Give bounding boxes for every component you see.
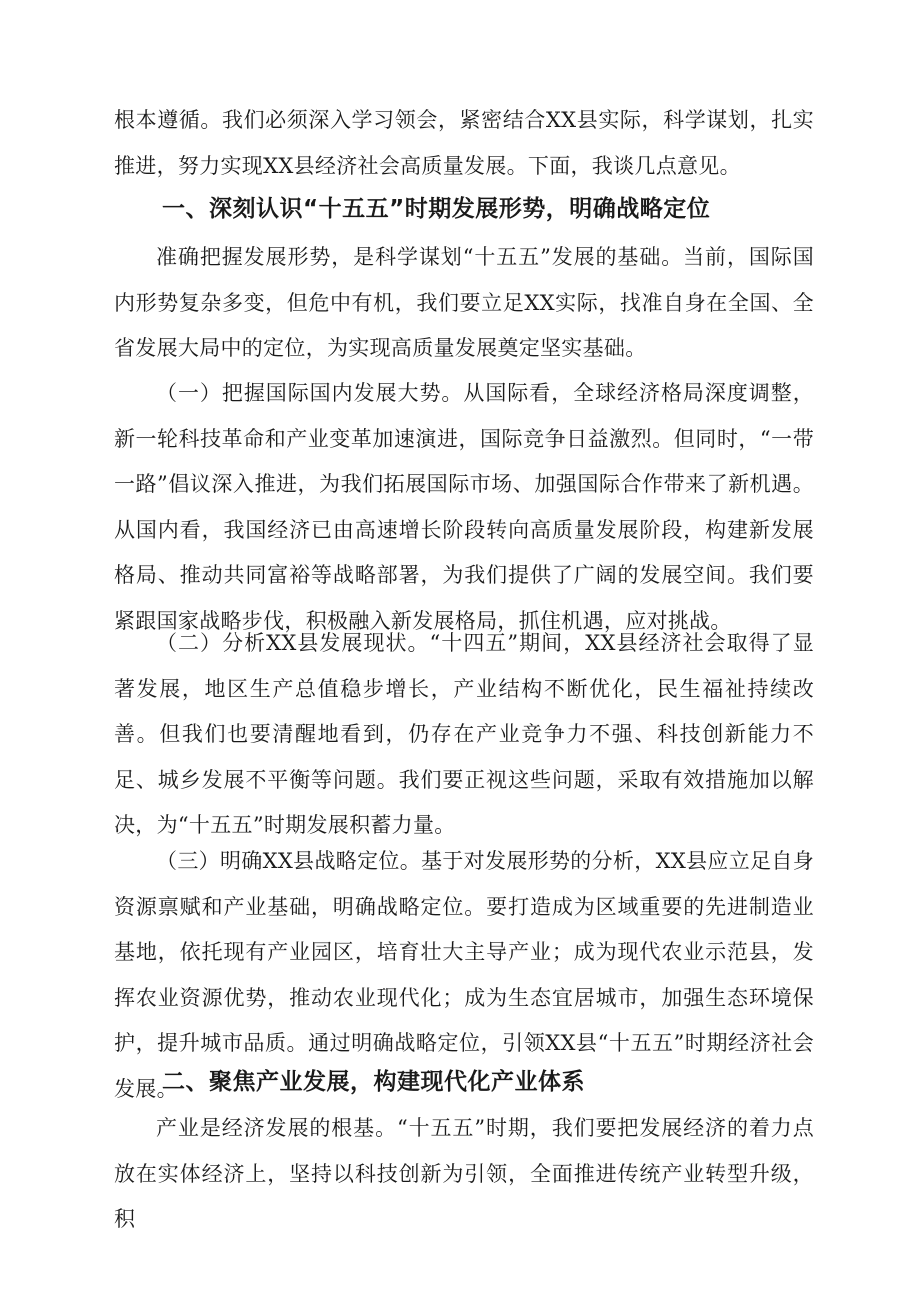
paragraph-text: （二）分析XX县发展现状。“十四五”期间，XX县经济社会取得了显著发展，地区生产总值稳步增长，产业结构不断优化，民生福祉持续改善。但我们也要清醒地看到，仍存在产业竞争力不强、科技创新能力不足、城乡发展不平衡等问题。我们要正视这些问题，采取有效措施加以解决，为“十五五”时期发展积蓄力量。	[114, 631, 814, 837]
paragraph-text: （一）把握国际国内发展大势。从国际看，全球经济格局深度调整，新一轮科技革命和产业变革加速演进，国际竞争日益激烈。但同时，“一带一路”倡议深入推进，为我们拓展国际市场、加强国际合作带来了新机遇。从国内看，我国经济已由高速增长阶段转向高质量发展阶段，构建新发展格局、推动共同富裕等战略部署，为我们提供了广阔的发展空间。我们要紧跟国家战略步伐，积极融入新发展格局，抓住机遇，应对挑战。	[114, 381, 814, 633]
paragraph-text: 根本遵循。我们必须深入学习领会，紧密结合XX县实际，科学谋划，扎实推进，努力实现XX县经济社会高质量发展。下面，我谈几点意见。	[114, 108, 814, 178]
section-heading-1: 一、深刻认识“十五五”时期发展形势，明确战略定位	[162, 196, 711, 222]
paragraph-text: （三）明确XX县战略定位。基于对发展形势的分析，XX县应立足自身资源禀赋和产业基础，明确战略定位。要打造成为区域重要的先进制造业基地，依托现有产业园区，培育壮大主导产业；成为现代农业示范县，发挥农业资源优势，推动农业现代化；成为生态宜居城市，加强生态环境保护，提升城市品质。通过明确战略定位，引领XX县“十五五”时期经济社会发展。	[114, 849, 814, 1101]
paragraph-text: 准确把握发展形势，是科学谋划“十五五”发展的基础。当前，国际国内形势复杂多变，但危中有机，我们要立足XX实际，找准自身在全国、全省发展大局中的定位，为实现高质量发展奠定坚实基础。	[114, 245, 814, 360]
paragraph-section-2-intro	[114, 1106, 814, 1243]
paragraph-subsection-1	[114, 371, 814, 644]
paragraph-section-1-intro	[114, 235, 814, 372]
section-heading-2: 二、聚焦产业发展，构建现代化产业体系	[162, 1069, 585, 1095]
paragraph-intro-continuation	[114, 98, 814, 189]
paragraph-subsection-2	[114, 621, 814, 849]
paragraph-text: 产业是经济发展的根基。“十五五”时期，我们要把发展经济的着力点放在实体经济上，坚持以科技创新为引领，全面推进传统产业转型升级，积	[114, 1116, 814, 1231]
